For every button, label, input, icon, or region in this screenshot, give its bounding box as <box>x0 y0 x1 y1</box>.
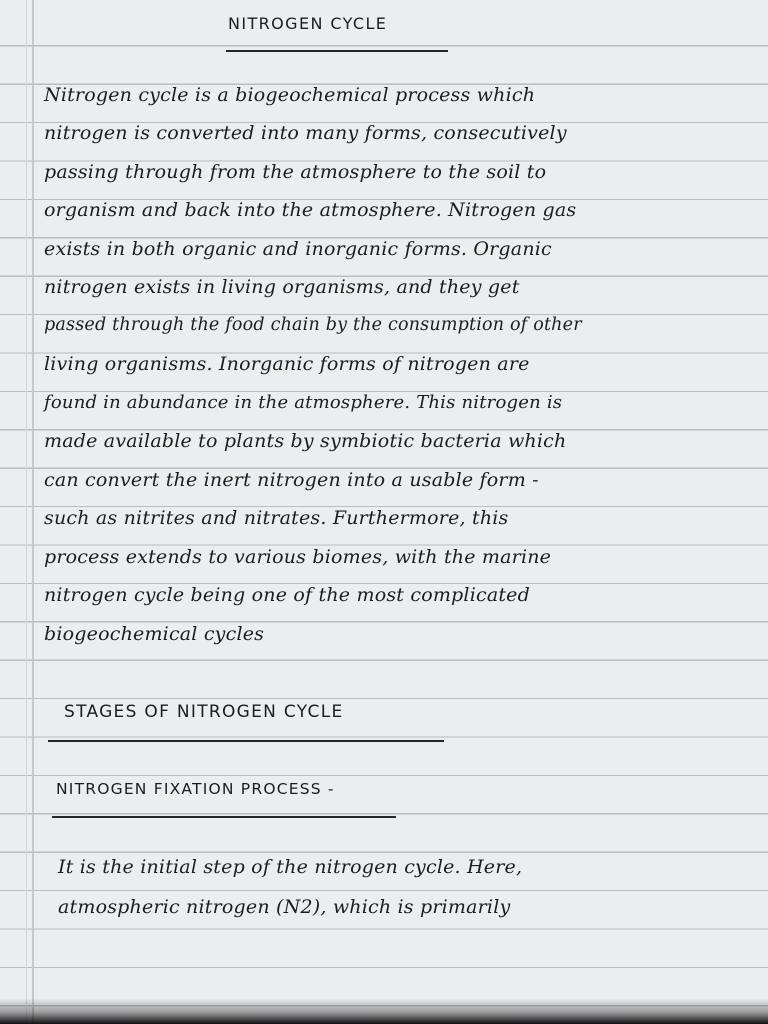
intro-line: Nitrogen cycle is a biogeochemical process which <box>44 84 536 106</box>
intro-line: nitrogen is converted into many forms, consecutively <box>44 122 567 144</box>
intro-line: living organisms. Inorganic forms of nitrogen are <box>44 353 530 375</box>
subsection-heading: NITROGEN FIXATION PROCESS - <box>56 780 335 798</box>
page-bottom-edge <box>0 998 768 1024</box>
fixation-line: It is the initial step of the nitrogen cycle. Here, <box>58 856 523 878</box>
subsection-heading-underline <box>52 816 396 818</box>
intro-line: exists in both organic and inorganic forms. Organic <box>44 238 552 260</box>
intro-line: biogeochemical cycles <box>44 623 265 645</box>
section-heading-underline <box>48 740 444 742</box>
intro-line: can convert the inert nitrogen into a usable form - <box>44 469 539 491</box>
intro-line: process extends to various biomes, with the marine <box>44 546 552 568</box>
section-heading: STAGES OF NITROGEN CYCLE <box>64 702 344 722</box>
intro-line: nitrogen cycle being one of the most complicated <box>44 584 530 606</box>
margin-line <box>32 0 34 1024</box>
intro-line: such as nitrites and nitrates. Furthermore, this <box>44 507 509 529</box>
fixation-line: atmospheric nitrogen (N2), which is primarily <box>58 896 511 918</box>
margin-line-inner <box>26 0 27 1024</box>
title-underline <box>226 50 448 52</box>
intro-line: passing through from the atmosphere to the soil to <box>44 161 547 183</box>
intro-line: passed through the food chain by the consumption of other <box>44 315 582 335</box>
page-title: NITROGEN CYCLE <box>228 14 388 33</box>
intro-line: nitrogen exists in living organisms, and they get <box>44 276 520 298</box>
intro-line: found in abundance in the atmosphere. This nitrogen is <box>44 392 563 413</box>
intro-line: made available to plants by symbiotic bacteria which <box>44 430 567 452</box>
intro-line: organism and back into the atmosphere. Nitrogen gas <box>44 199 577 221</box>
